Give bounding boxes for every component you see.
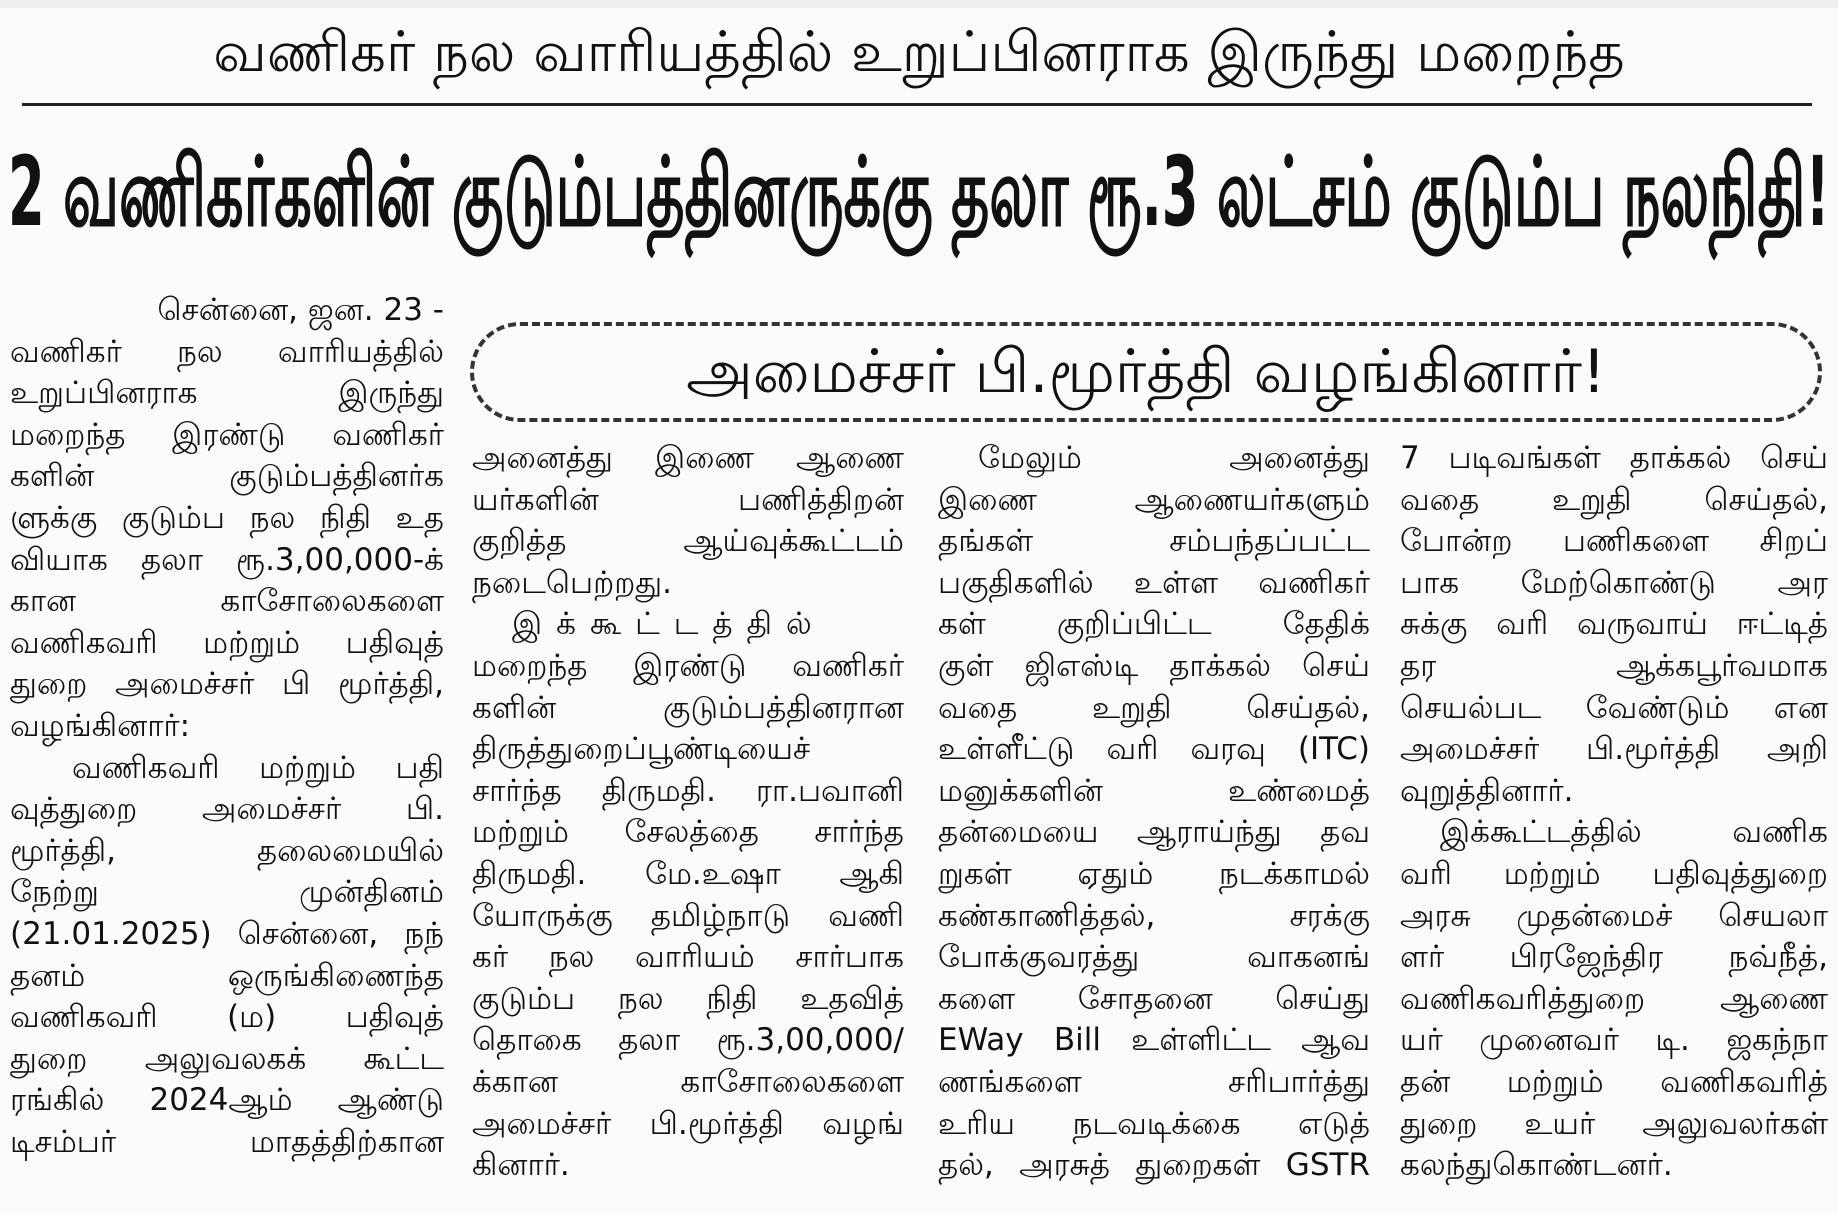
- body-line: வதை உறுதி செய்தல்,: [938, 689, 1370, 726]
- body-line: ணங்களை சரிபார்த்து: [938, 1063, 1370, 1100]
- body-line: களை சோதனை செய்து: [938, 980, 1370, 1017]
- body-line: தன்மையை ஆராய்ந்து தவ: [938, 814, 1370, 851]
- body-line: தொகை தலா ரூ.3,00,000/: [472, 1022, 904, 1059]
- body-line: துறை உயர் அலுவலர்கள்: [1400, 1105, 1828, 1142]
- body-line: பாக மேற்கொண்டு அர: [1400, 564, 1828, 601]
- body-line: வுறுத்தினார்.: [1400, 772, 1574, 809]
- body-line: குறித்த ஆய்வுக்கூட்டம்: [472, 523, 904, 560]
- article-column-1: [10, 290, 444, 1163]
- body-line: களின் குடும்பத்தினர்க: [10, 458, 444, 495]
- body-line: வழங்கினார்:: [10, 707, 191, 744]
- body-line: (21.01.2025) சென்னை, நந்: [10, 915, 444, 952]
- body-line: மனுக்களின் உண்மைத்: [938, 772, 1370, 809]
- body-line: நடைபெற்றது.: [472, 564, 673, 601]
- body-line: தனம் ஒருங்கிணைந்த: [10, 957, 444, 994]
- body-line: கள் குறிப்பிட்ட தேதிக்: [938, 606, 1370, 643]
- body-line: அமைச்சர் பி.மூர்த்தி வழங்: [472, 1105, 904, 1142]
- body-line: மேலும் அனைத்து: [978, 440, 1370, 476]
- body-line: மறைந்த இரண்டு வணிகர்: [472, 647, 904, 684]
- body-line: க்கான காசோலைகளை: [472, 1063, 904, 1100]
- kicker-headline: வணிகர் நல வாரியத்தில் உறுப்பினராக இருந்து மறைந்த: [213, 20, 1625, 85]
- body-line: வதை உறுதி செய்தல்,: [1400, 481, 1828, 518]
- body-line: கண்காணித்தல், சரக்கு: [938, 897, 1370, 934]
- body-line: டிசம்பர் மாதத்திற்கான: [10, 1123, 444, 1160]
- body-line: ரங்கில் 2024ஆம் ஆண்டு: [10, 1082, 444, 1119]
- body-line: ளுக்கு குடும்ப நல நிதி உத: [10, 499, 444, 536]
- body-line: யர்களின் பணித்திறன்: [472, 481, 904, 518]
- body-line: தர ஆக்கபூர்வமாக: [1400, 647, 1828, 684]
- body-line: தன் மற்றும் வணிகவரித்: [1400, 1063, 1828, 1100]
- body-line: மூர்த்தி, தலைமையில்: [10, 832, 444, 869]
- body-line: பகுதிகளில் உள்ள வணிகர்: [938, 564, 1370, 601]
- body-line: கினார்.: [472, 1147, 570, 1184]
- article-column-2: [472, 438, 904, 1187]
- body-line: சுக்கு வரி வருவாய் ஈட்டித்: [1400, 606, 1828, 643]
- body-line: துறை அலுவலகக் கூட்ட: [10, 1040, 444, 1077]
- body-line: நேற்று முன்தினம்: [10, 874, 444, 911]
- page-top-edge: [0, 0, 1838, 8]
- body-line: போக்குவரத்து வாகனங்: [938, 939, 1370, 976]
- body-line: குள் ஜிஎஸ்டி தாக்கல் செய்: [938, 647, 1370, 684]
- body-line: யர் முனைவர் டி. ஜகந்நா: [1400, 1022, 1828, 1059]
- body-line: வணிகர் நல வாரியத்தில்: [10, 333, 444, 370]
- article-column-3: [938, 438, 1370, 1187]
- body-line: தங்கள் சம்பந்தப்பட்ட: [938, 523, 1370, 560]
- body-line: திருமதி. மே.உஷா ஆகி: [472, 855, 904, 892]
- body-line: கலந்துகொண்டனர்.: [1400, 1147, 1673, 1184]
- body-line: வுத்துறை அமைச்சர் பி.: [10, 791, 444, 828]
- body-line: வணிகவரித்துறை ஆணை: [1400, 980, 1828, 1017]
- body-line: வரி மற்றும் பதிவுத்துறை: [1400, 855, 1828, 892]
- body-line: திருத்துறைப்பூண்டியைச்: [472, 731, 811, 768]
- body-line: துறை அமைச்சர் பி மூர்த்தி,: [10, 666, 444, 703]
- body-line: வணிகவரி (ம) பதிவுத்: [10, 999, 444, 1036]
- body-line: கர் நல வாரியம் சார்பாக: [472, 939, 904, 976]
- body-line: அரசு முதன்மைச் செயலா: [1400, 897, 1828, 934]
- body-line: மற்றும் சேலத்தை சார்ந்த: [472, 814, 904, 851]
- body-line: குடும்ப நல நிதி உதவித்: [472, 980, 904, 1017]
- body-line: களின் குடும்பத்தினரான: [472, 689, 904, 726]
- body-line: உள்ளீட்டு வரி வரவு (ITC): [938, 731, 1370, 768]
- body-line: ளர் பிரஜேந்திர நவ்நீத்,: [1400, 939, 1828, 976]
- body-line: வணிகவரி மற்றும் பதி: [72, 749, 444, 786]
- main-headline: 2 வணிகர்களின் குடும்பத்தினருக்கு தலா ரூ.3 லட்சம் குடும்ப நலநிதி!: [8, 136, 1830, 248]
- body-line: போன்ற பணிகளை சிறப்: [1400, 523, 1828, 560]
- body-line: அமைச்சர் பி.மூர்த்தி அறி: [1400, 731, 1828, 768]
- body-line: றுகள் ஏதும் நடக்காமல்: [938, 855, 1370, 892]
- body-line: இக்கூட்டத்தில்: [512, 606, 826, 643]
- dateline: சென்னை, ஜன. 23 -: [157, 292, 444, 328]
- body-line: இணை ஆணையர்களும்: [938, 481, 1370, 518]
- body-line: கான காசோலைகளை: [10, 583, 444, 620]
- subheadline: அமைச்சர் பி.மூர்த்தி வழங்கினார்!: [686, 337, 1606, 407]
- body-line: மறைந்த இரண்டு வணிகர்: [10, 416, 444, 453]
- headline-rule: [22, 103, 1812, 106]
- body-line: செயல்பட வேண்டும் என: [1400, 689, 1828, 726]
- body-line: அனைத்து இணை ஆணை: [472, 440, 904, 476]
- body-line: EWay Bill உள்ளிட்ட ஆவ: [938, 1022, 1370, 1059]
- body-line: தல், அரசுத் துறைகள் GSTR: [938, 1147, 1370, 1184]
- body-line: சார்ந்த திருமதி. ரா.பவானி: [472, 772, 904, 809]
- body-line: உரிய நடவடிக்கை எடுத்: [938, 1105, 1370, 1142]
- body-line: யோருக்கு தமிழ்நாடு வணி: [472, 897, 904, 934]
- body-line: வியாக தலா ரூ.3,00,000-க்: [10, 541, 444, 578]
- body-line: 7 படிவங்கள் தாக்கல் செய்: [1400, 440, 1828, 476]
- body-line: வணிகவரி மற்றும் பதிவுத்: [10, 624, 444, 661]
- article-column-4: [1400, 438, 1828, 1187]
- body-line: உறுப்பினராக இருந்து: [10, 375, 444, 412]
- body-line: இக்கூட்டத்தில் வணிக: [1440, 814, 1828, 851]
